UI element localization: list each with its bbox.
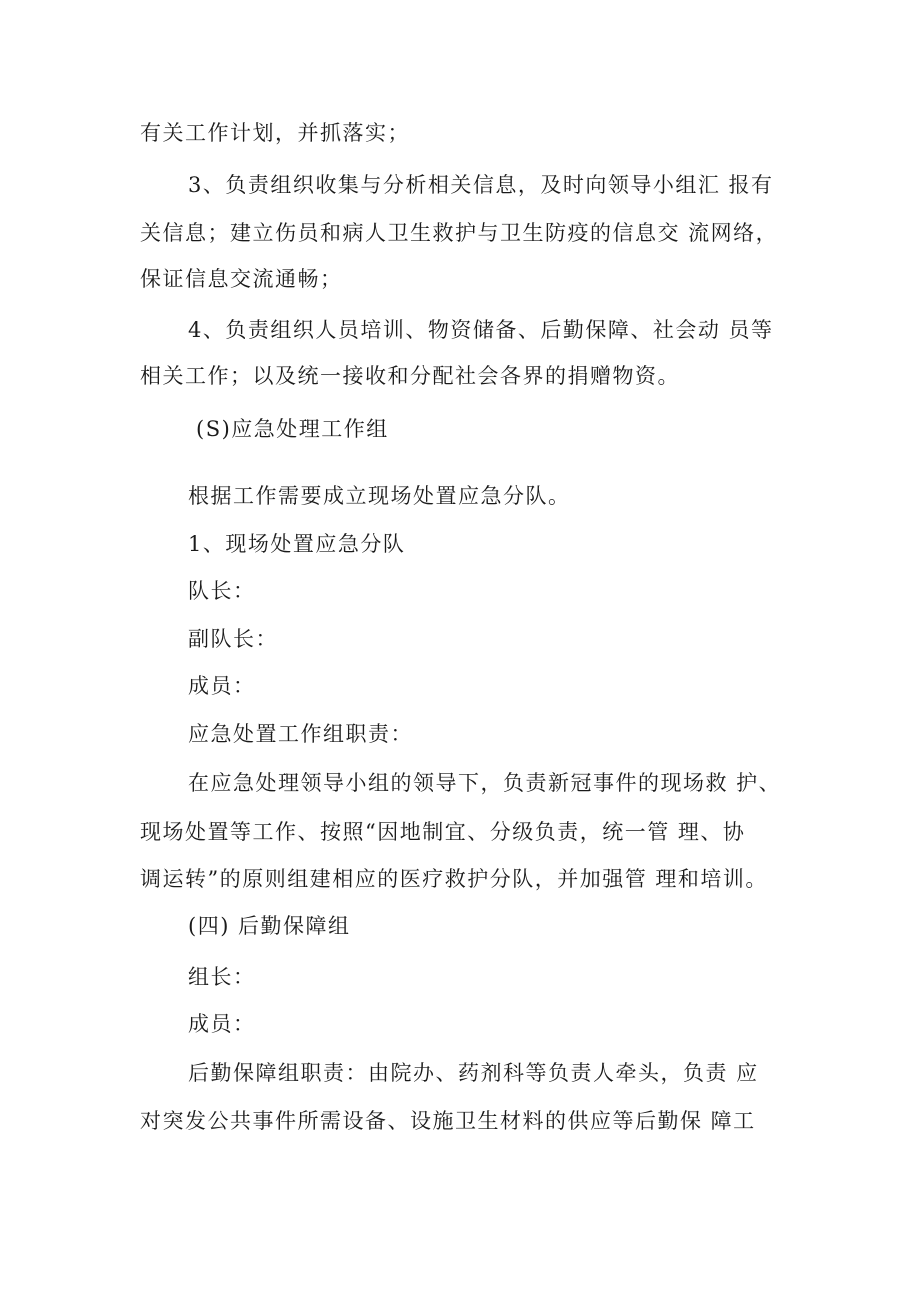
paragraph-line: 调运转”的原则组建相应的医疗救护分队，并加强管 理和培训。 [140, 867, 768, 891]
paragraph-line: 保证信息交流通畅； [140, 267, 343, 291]
subsection-heading: 1、现场处置应急分队 [188, 532, 406, 556]
section-heading: (S)应急处理工作组 [196, 417, 389, 441]
field-label: 副队长： [188, 627, 278, 651]
field-label: 成员： [188, 674, 256, 698]
paragraph-line: 关信息；建立伤员和病人卫生救护与卫生防疫的信息交 流网络， [140, 221, 779, 245]
paragraph-line: 4、负责组织人员培训、物资储备、后勤保障、社会动 员等 [188, 318, 774, 342]
paragraph-line: 相关工作；以及统一接收和分配社会各界的捐赠物资。 [140, 364, 680, 388]
paragraph-line: 在应急处理领导小组的领导下，负责新冠事件的现场救 护、 [188, 771, 782, 795]
field-label: 队长： [188, 579, 256, 603]
paragraph-line: 3、负责组织收集与分析相关信息，及时向领导小组汇 报有 [188, 173, 774, 197]
field-label: 组长： [188, 965, 256, 989]
section-heading: (四) 后勤保障组 [188, 914, 351, 938]
field-label: 成员： [188, 1012, 256, 1036]
paragraph-line: 根据工作需要成立现场处置应急分队。 [188, 484, 571, 508]
paragraph-line: 现场处置等工作、按照“因地制宜、分级负责，统一管 理、协 [140, 820, 746, 844]
paragraph-line: 后勤保障组职责：由院办、药剂科等负责人牵头，负责 应 [188, 1061, 759, 1085]
paragraph-line: 应急处置工作组职责： [188, 722, 413, 746]
paragraph-line: 对突发公共事件所需设备、设施卫生材料的供应等后勤保 障工 [140, 1109, 756, 1133]
paragraph-line: 有关工作计划，并抓落实； [140, 121, 410, 145]
